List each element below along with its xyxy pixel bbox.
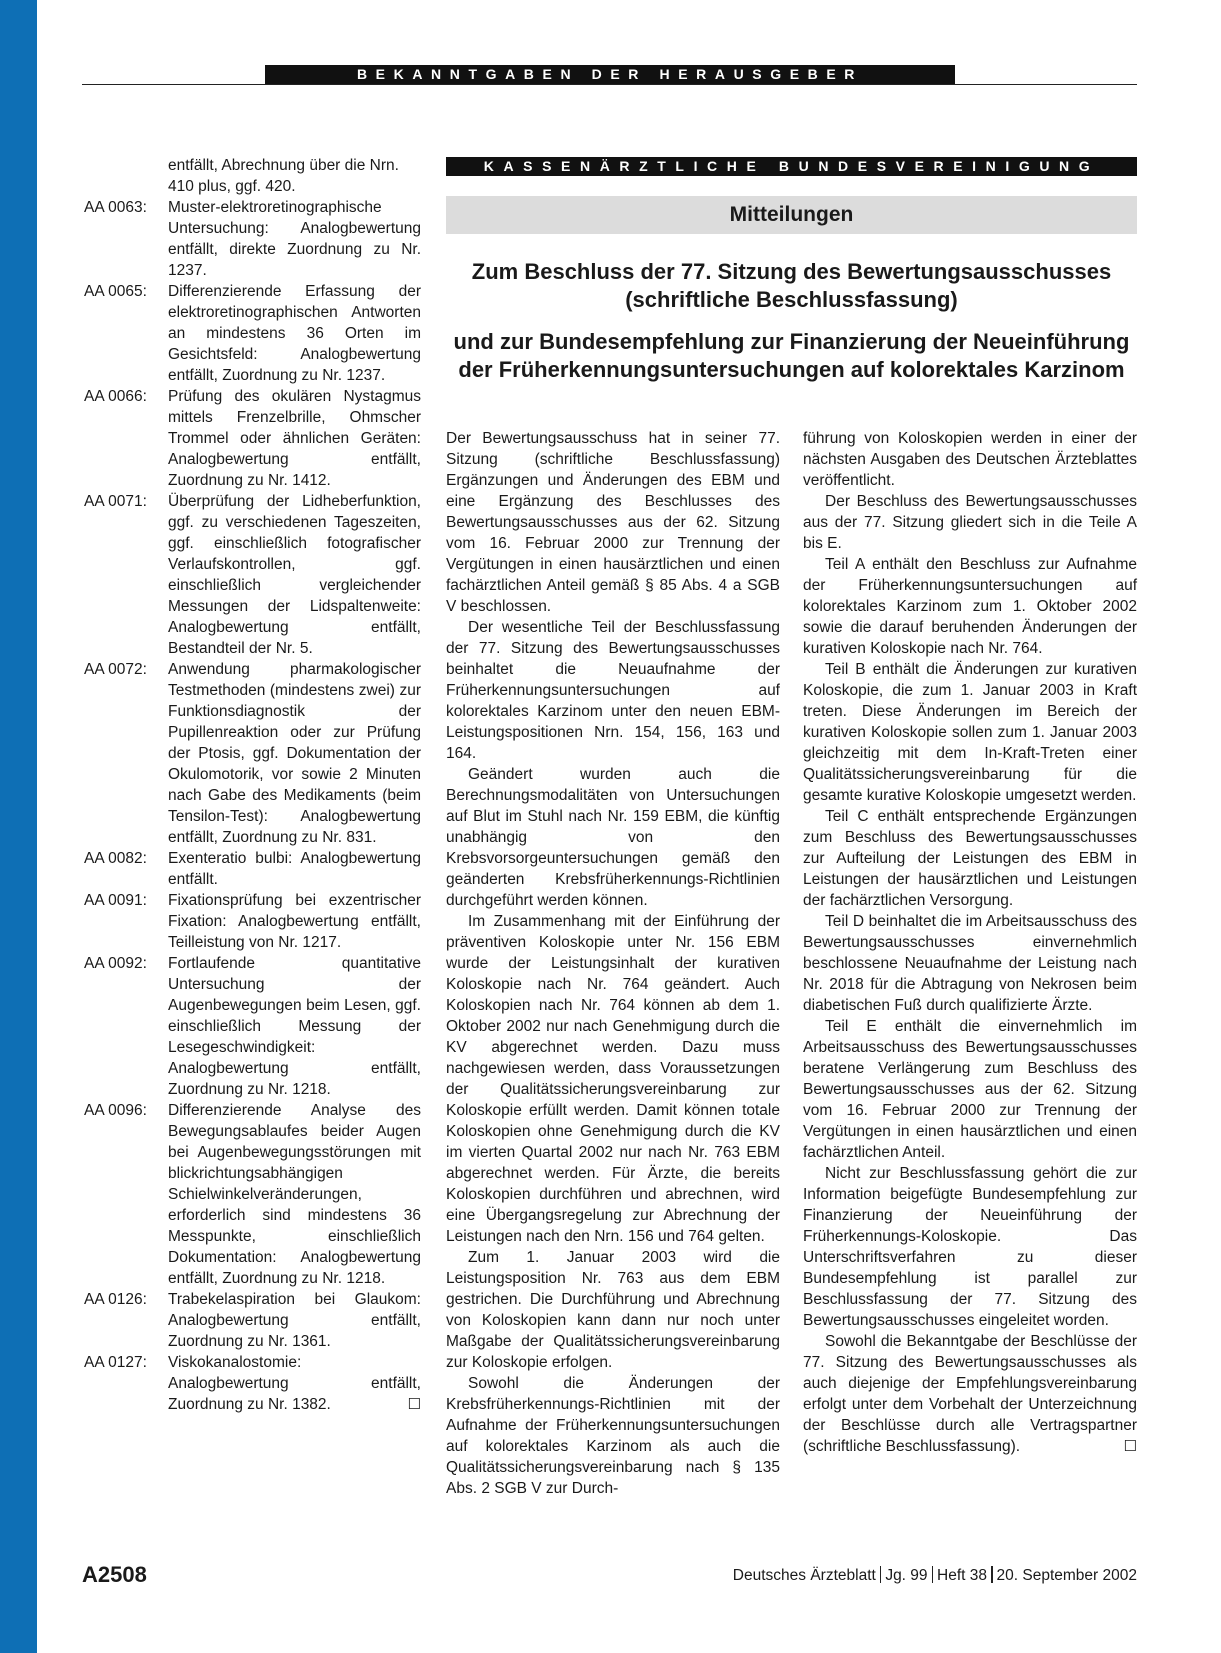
header-rule [82,84,1137,85]
entry-text [168,953,421,1100]
section-banner: BEKANNTGABEN DER HERAUSGEBER [265,65,955,84]
entry-text [168,1100,421,1289]
list-item [84,1100,421,1289]
entry-text-content: Exenteratio bulbi: Analogbewertung entfällt. [168,850,421,888]
body-paragraph [803,491,1137,554]
list-item [84,659,421,848]
page-number-value: 2508 [97,1562,147,1587]
paragraph-text: Teil C enthält entsprechende Ergänzungen zum Beschluss des Bewertungsausschusses zur Aufteilung der Leistungen des EBM in Leistungen der hausärztlichen und Leistungen der fachärztlichen Versorgung. [803,808,1137,909]
entry-code: AA 0082: [84,850,147,867]
article-subtitle: und zur Bundesempfehlung zur Finanzierung der Neueinführung der Früherkennungsuntersuchungen auf kolorektales Karzinom [453,329,1130,382]
list-item [84,1352,421,1415]
entry-text-content: Fixationsprüfung bei exzentrischer Fixation: Analogbewertung entfällt, Teilleistung von Nr. 1217. [168,892,421,951]
body-paragraph [446,1247,780,1373]
end-mark: ☐ [1123,1438,1137,1455]
middle-column [446,428,780,1499]
footer-separator [932,1566,934,1583]
entry-text [168,1352,421,1415]
paragraph-text: Der Beschluss des Bewertungsausschusses aus der 77. Sitzung gliedert sich in die Teile A bis E. [803,493,1137,552]
body-paragraph [446,911,780,1247]
body-paragraph [803,554,1137,659]
entry-text [168,659,421,848]
entry-text-content: Viskokanalostomie: Analogbewertung entfällt, Zuordnung zu Nr. 1382. [168,1354,421,1413]
paragraph-text: Teil E enthält die einvernehmlich im Arbeitsausschuss des Bewertungsausschusses beratene Verlängerung zum Beschluss des Bewertungsausschusses aus der 62. Sitzung vom 16. Februar 2000 zur Trennung der Vergütungen in einen hausärztlichen und einen fachärztlichen Anteil. [803,1018,1137,1161]
org-banner: KASSENÄRZTLICHE BUNDESVEREINIGUNG [446,157,1137,176]
page-prefix: A [82,1562,98,1587]
paragraph-text: Teil D beinhaltet die im Arbeitsausschuss des Bewertungsausschusses einvernehmlich beschlossene Neuaufnahme der Leistung nach Nr. 2018 für die Abtragung von Nekrosen beim diabetischen Fuß durch qualifizierte Ärzte. [803,913,1137,1014]
body-paragraph [446,1373,780,1499]
list-item [84,1289,421,1352]
entry-text-content: Differenzierende Analyse des Bewegungsablaufes beider Augen bei Augenbewegungsstörungen mit blickrichtungsabhängigen Schielwinkelveränderungen, erforderlich sind mindestens 36 Messpunkte, einschließlich Dokumentation: Analogbewertung entfällt, Zuordnung zu Nr. 1218. [168,1102,421,1287]
list-item [84,197,421,281]
list-item [84,491,421,659]
list-item [84,386,421,491]
body-paragraph [803,428,1137,491]
body-paragraph [803,659,1137,806]
journal-issue: Heft 38 [937,1567,988,1584]
list-item [84,281,421,386]
list-item [84,890,421,953]
entry-code: AA 0126: [84,1291,147,1308]
paragraph-text: Teil A enthält den Beschluss zur Aufnahme der Früherkennungsuntersuchungen auf kolorektales Karzinom zum 1. Oktober 2002 sowie die darauf beruhenden Änderungen der kurativen Koloskopie nach Nr. 764. [803,556,1137,657]
entry-code: AA 0096: [84,1102,147,1119]
paragraph-text: Im Zusammenhang mit der Einführung der präventiven Koloskopie unter Nr. 156 EBM wurde der Leistungsinhalt der kurativen Koloskopie nach Nr. 764 geändert. Auch Koloskopien nach Nr. 764 können ab dem 1. Oktober 2002 nur nach Genehmigung durch die KV abgerechnet werden. Dazu muss nachgewiesen werden, dass Voraussetzungen der Qualitätssicherungsvereinbarung zur Koloskopie erfüllt werden. Damit können totale Koloskopien ohne Genehmigung durch die KV im vierten Quartal 2002 nur nach Nr. 763 EBM abgerechnet werden. Für Ärzte, die bereits Koloskopien durchführen und abrechnen, wird eine Übergangsregelung zur Abrechnung der Leistungen nach den Nrn. 156 und 764 gelten. [446,913,780,1245]
entry-code: AA 0066: [84,388,147,405]
entry-text-content: Anwendung pharmakologischer Testmethoden (mindestens zwei) zur Funktionsdiagnostik der Pupillenreaktion oder zur Prüfung der Ptosis, ggf. Dokumentation der Okulomotorik, vor sowie 2 Minuten nach Gabe des Medikaments (beim Tensilon-Test): Analogbewertung entfällt, Zuordnung zu Nr. 831. [168,661,421,846]
left-column [84,155,421,1415]
entry-text-content: Differenzierende Erfassung der elektroretinographischen Antworten an mindestens 36 Orten im Gesichtsfeld: Analogbewertung entfällt, Zuordnung zu Nr. 1237. [168,283,421,384]
paragraph-text: führung von Koloskopien werden in einer der nächsten Ausgaben des Deutschen Ärzteblattes veröffentlicht. [803,430,1137,489]
paragraph-text: Der wesentliche Teil der Beschlussfassung der 77. Sitzung des Bewertungsausschusses beinhaltet die Neuaufnahme der Früherkennungsuntersuchungen auf kolorektales Karzinom unter den neuen EBM-Leistungspositionen Nrn. 154, 156, 163 und 164. [446,619,780,762]
body-paragraph [803,1016,1137,1163]
entry-text [168,890,421,953]
body-paragraph [803,911,1137,1016]
paragraph-text: Geändert wurden auch die Berechnungsmodalitäten von Untersuchungen auf Blut im Stuhl nach Nr. 159 EBM, die künftig unabhängig von den Krebsvorsorgeuntersuchungen gemäß den geänderten Krebsfrüherkennungs-Richtlinien durchgeführt werden können. [446,766,780,909]
entry-text-content: Trabekelaspiration bei Glaukom: Analogbewertung entfällt, Zuordnung zu Nr. 1361. [168,1291,421,1350]
journal-volume: Jg. 99 [885,1567,928,1584]
side-color-bar [0,0,37,1653]
entry-text [168,281,421,386]
entry-list [84,197,421,1415]
paragraph-text: Teil B enthält die Änderungen zur kurativen Koloskopie, die zum 1. Januar 2003 in Kraft treten. Diese Änderungen im Bereich der kurativen Koloskopie sollen zum 1. Januar 2003 gleichzeitig mit dem In-Kraft-Treten einer Qualitätssicherungsvereinbarung für die gesamte kurative Koloskopie umgesetzt werden. [803,661,1137,804]
body-paragraph [446,428,780,617]
entry-text [168,1289,421,1352]
journal-footer [733,1566,1137,1585]
right-column [803,428,1137,1457]
footer-separator [880,1566,882,1583]
paragraph-text: Sowohl die Bekanntgabe der Beschlüsse der 77. Sitzung des Bewertungsausschusses als auch diejenige der Empfehlungsvereinbarung erfolgt unter dem Vorbehalt der Unterzeichnung der Beschlüsse durch alle Vertragspartner (schriftliche Beschlussfassung). [803,1333,1137,1455]
entry-text-content: Fortlaufende quantitative Untersuchung der Augenbewegungen beim Lesen, ggf. einschließlich Messung der Lesegeschwindigkeit: Analogbewertung entfällt, Zuordnung zu Nr. 1218. [168,955,421,1098]
entry-code: AA 0063: [84,199,147,216]
entry-code: AA 0065: [84,283,147,300]
paragraph-text: Nicht zur Beschlussfassung gehört die zur Information beigefügte Bundesempfehlung zur Finanzierung der Neueinführung der Früherkennungs-Koloskopie. Das Unterschriftsverfahren zu dieser Bundesempfehlung ist parallel zur Beschlussfassung der 77. Sitzung des Bewertungsausschusses eingeleitet worden. [803,1165,1137,1329]
paragraph-text: Sowohl die Änderungen der Krebsfrüherkennungs-Richtlinien mit der Aufnahme der Früherkennungsuntersuchungen auf kolorektales Karzinom als auch die Qualitätssicherungsvereinbarung nach § 135 Abs. 2 SGB V zur Durch- [446,1375,780,1497]
entry-text-content: Überprüfung der Lidheberfunktion, ggf. zu verschiedenen Tageszeiten, ggf. einschließlich fotografischer Verlaufskontrollen, ggf. einschließlich vergleichender Messungen der Lidspaltenweite: Analogbewertung entfällt, Bestandteil der Nr. 5. [168,493,421,657]
entry-text-content: Muster-elektroretinographische Untersuchung: Analogbewertung entfällt, direkte Zuordnung zu Nr. 1237. [168,199,421,279]
body-paragraph [803,806,1137,911]
body-paragraph [446,764,780,911]
continuation-text: entfällt, Abrechnung über die Nrn. 410 plus, ggf. 420. [168,157,399,195]
article-title: Zum Beschluss der 77. Sitzung des Bewertungsausschusses (schriftliche Beschlussfassung) [471,259,1112,312]
entry-code: AA 0092: [84,955,147,972]
paragraph-text: Der Bewertungsausschuss hat in seiner 77. Sitzung (schriftliche Beschlussfassung) Ergänzungen und Änderungen des EBM und eine Ergänzung des Beschlusses des Bewertungsausschusses aus der 62. Sitzung vom 16. Februar 2000 zur Trennung der Vergütungen in einen hausärztlichen und einen fachärztlichen Anteil gemäß § 85 Abs. 4 a SGB V beschlossen. [446,430,780,615]
entry-text-content: Prüfung des okulären Nystagmus mittels Frenzelbrille, Ohmscher Trommel oder ähnlichen Geräten: Analogbewertung entfällt, Zuordnung zu Nr. 1412. [168,388,421,489]
list-item [84,953,421,1100]
entry-text [168,848,421,890]
journal-date: 20. September 2002 [996,1567,1137,1584]
body-paragraph [803,1163,1137,1331]
entry-code: AA 0091: [84,892,147,909]
entry-code: AA 0072: [84,661,147,678]
list-item [84,848,421,890]
entry-code: AA 0071: [84,493,147,510]
entry-text [168,197,421,281]
footer-separator [991,1566,993,1583]
end-mark: ☐ [407,1396,421,1413]
paragraph-text: Zum 1. Januar 2003 wird die Leistungsposition Nr. 763 aus dem EBM gestrichen. Die Durchführung und Abrechnung von Koloskopien kann dann nur noch unter Maßgabe der Qualitätssicherungsvereinbarung zur Koloskopie erfolgen. [446,1249,780,1371]
journal-name: Deutsches Ärzteblatt [732,1567,876,1584]
section-heading: Mitteilungen [446,196,1137,234]
body-paragraph [446,617,780,764]
body-paragraph [803,1331,1137,1457]
entry-text [168,491,421,659]
entry-code: AA 0127: [84,1354,147,1371]
entry-text [168,386,421,491]
page-number [82,1562,147,1588]
